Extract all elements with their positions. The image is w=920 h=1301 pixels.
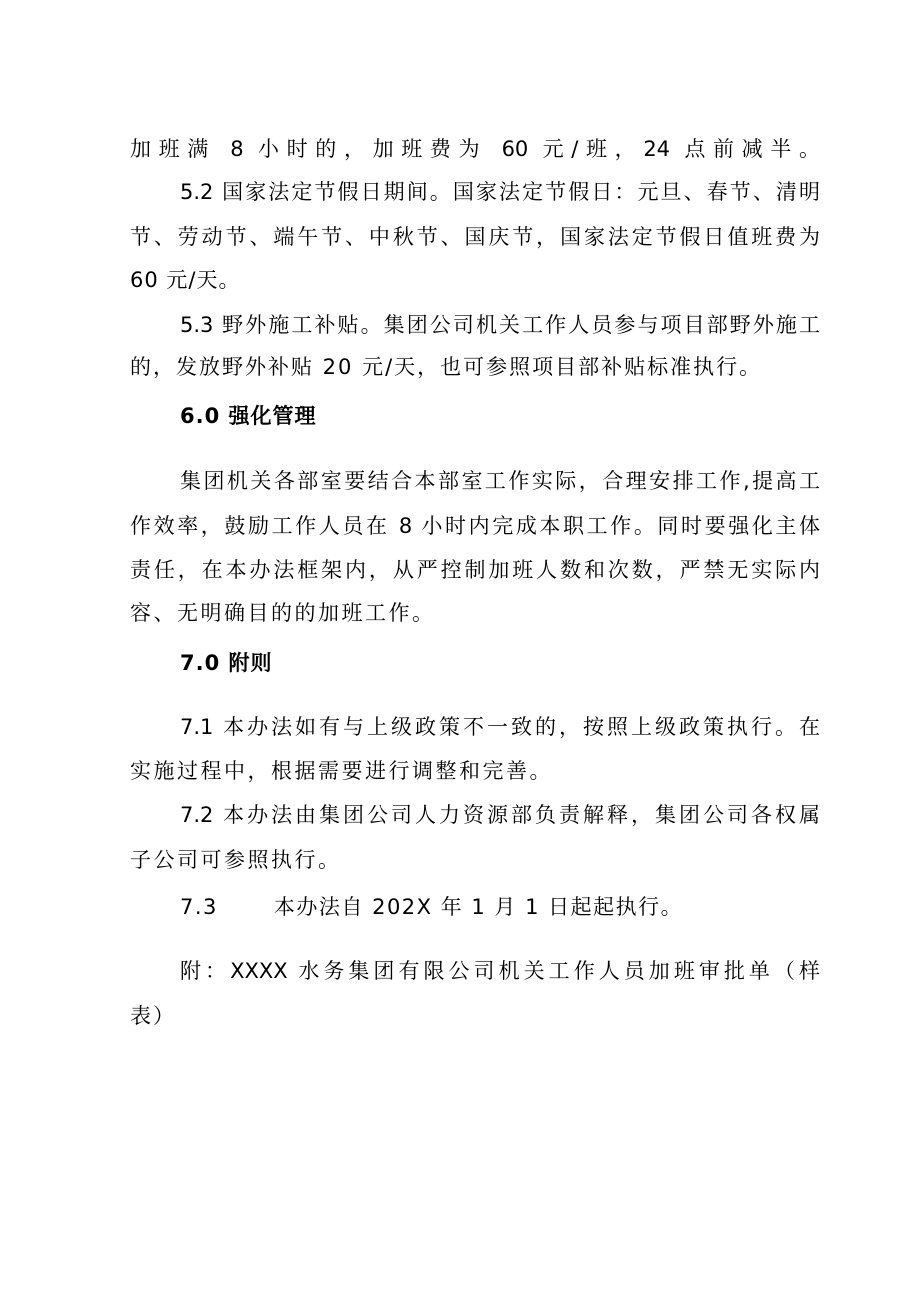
section-7-1-line: 7.1 本办法如有与上级政策不一致的，按照上级政策执行。在 bbox=[180, 715, 820, 739]
paragraph-line: 容、无明确目的的加班工作。 bbox=[130, 601, 436, 625]
paragraph-line: 表） bbox=[130, 1004, 176, 1028]
paragraph-line: 责任，在本办法框架内，从严控制加班人数和次数，严禁无实际内 bbox=[130, 558, 820, 582]
paragraph-line: 60 元/天。 bbox=[130, 268, 241, 292]
paragraph-line: 的，发放野外补贴 20 元/天，也可参照项目部补贴标准执行。 bbox=[130, 355, 763, 379]
section-7-3-number: 7.3 bbox=[180, 895, 218, 919]
section-7-3-text: 本办法自 202X 年 1 月 1 日起起执行。 bbox=[273, 895, 684, 919]
paragraph-line: 节、劳动节、端午节、中秋节、国庆节，国家法定节假日值班费为 bbox=[130, 225, 820, 249]
section-5-2-line: 5.2 国家法定节假日期间。国家法定节假日：元旦、春节、清明 bbox=[180, 180, 820, 204]
attachment-line: 附：XXXX 水务集团有限公司机关工作人员加班审批单（样 bbox=[180, 959, 820, 983]
paragraph-line: 子公司可参照执行。 bbox=[130, 848, 342, 872]
section-6-heading: 6.0 强化管理 bbox=[180, 404, 317, 428]
paragraph-line: 作效率，鼓励工作人员在 8 小时内完成本职工作。同时要强化主体 bbox=[130, 514, 820, 538]
section-5-3-line: 5.3 野外施工补贴。集团公司机关工作人员参与项目部野外施工 bbox=[180, 313, 820, 337]
section-6-paragraph-line: 集团机关各部室要结合本部室工作实际，合理安排工作,提高工 bbox=[180, 469, 820, 493]
paragraph-line: 加班满 8 小时的，加班费为 60 元/班，24 点前减半。 bbox=[130, 137, 820, 161]
section-7-heading: 7.0 附则 bbox=[180, 651, 273, 675]
section-7-2-line: 7.2 本办法由集团公司人力资源部负责解释，集团公司各权属 bbox=[180, 803, 820, 827]
section-7-3-line bbox=[180, 892, 820, 922]
paragraph-line: 实施过程中，根据需要进行调整和完善。 bbox=[130, 759, 553, 783]
